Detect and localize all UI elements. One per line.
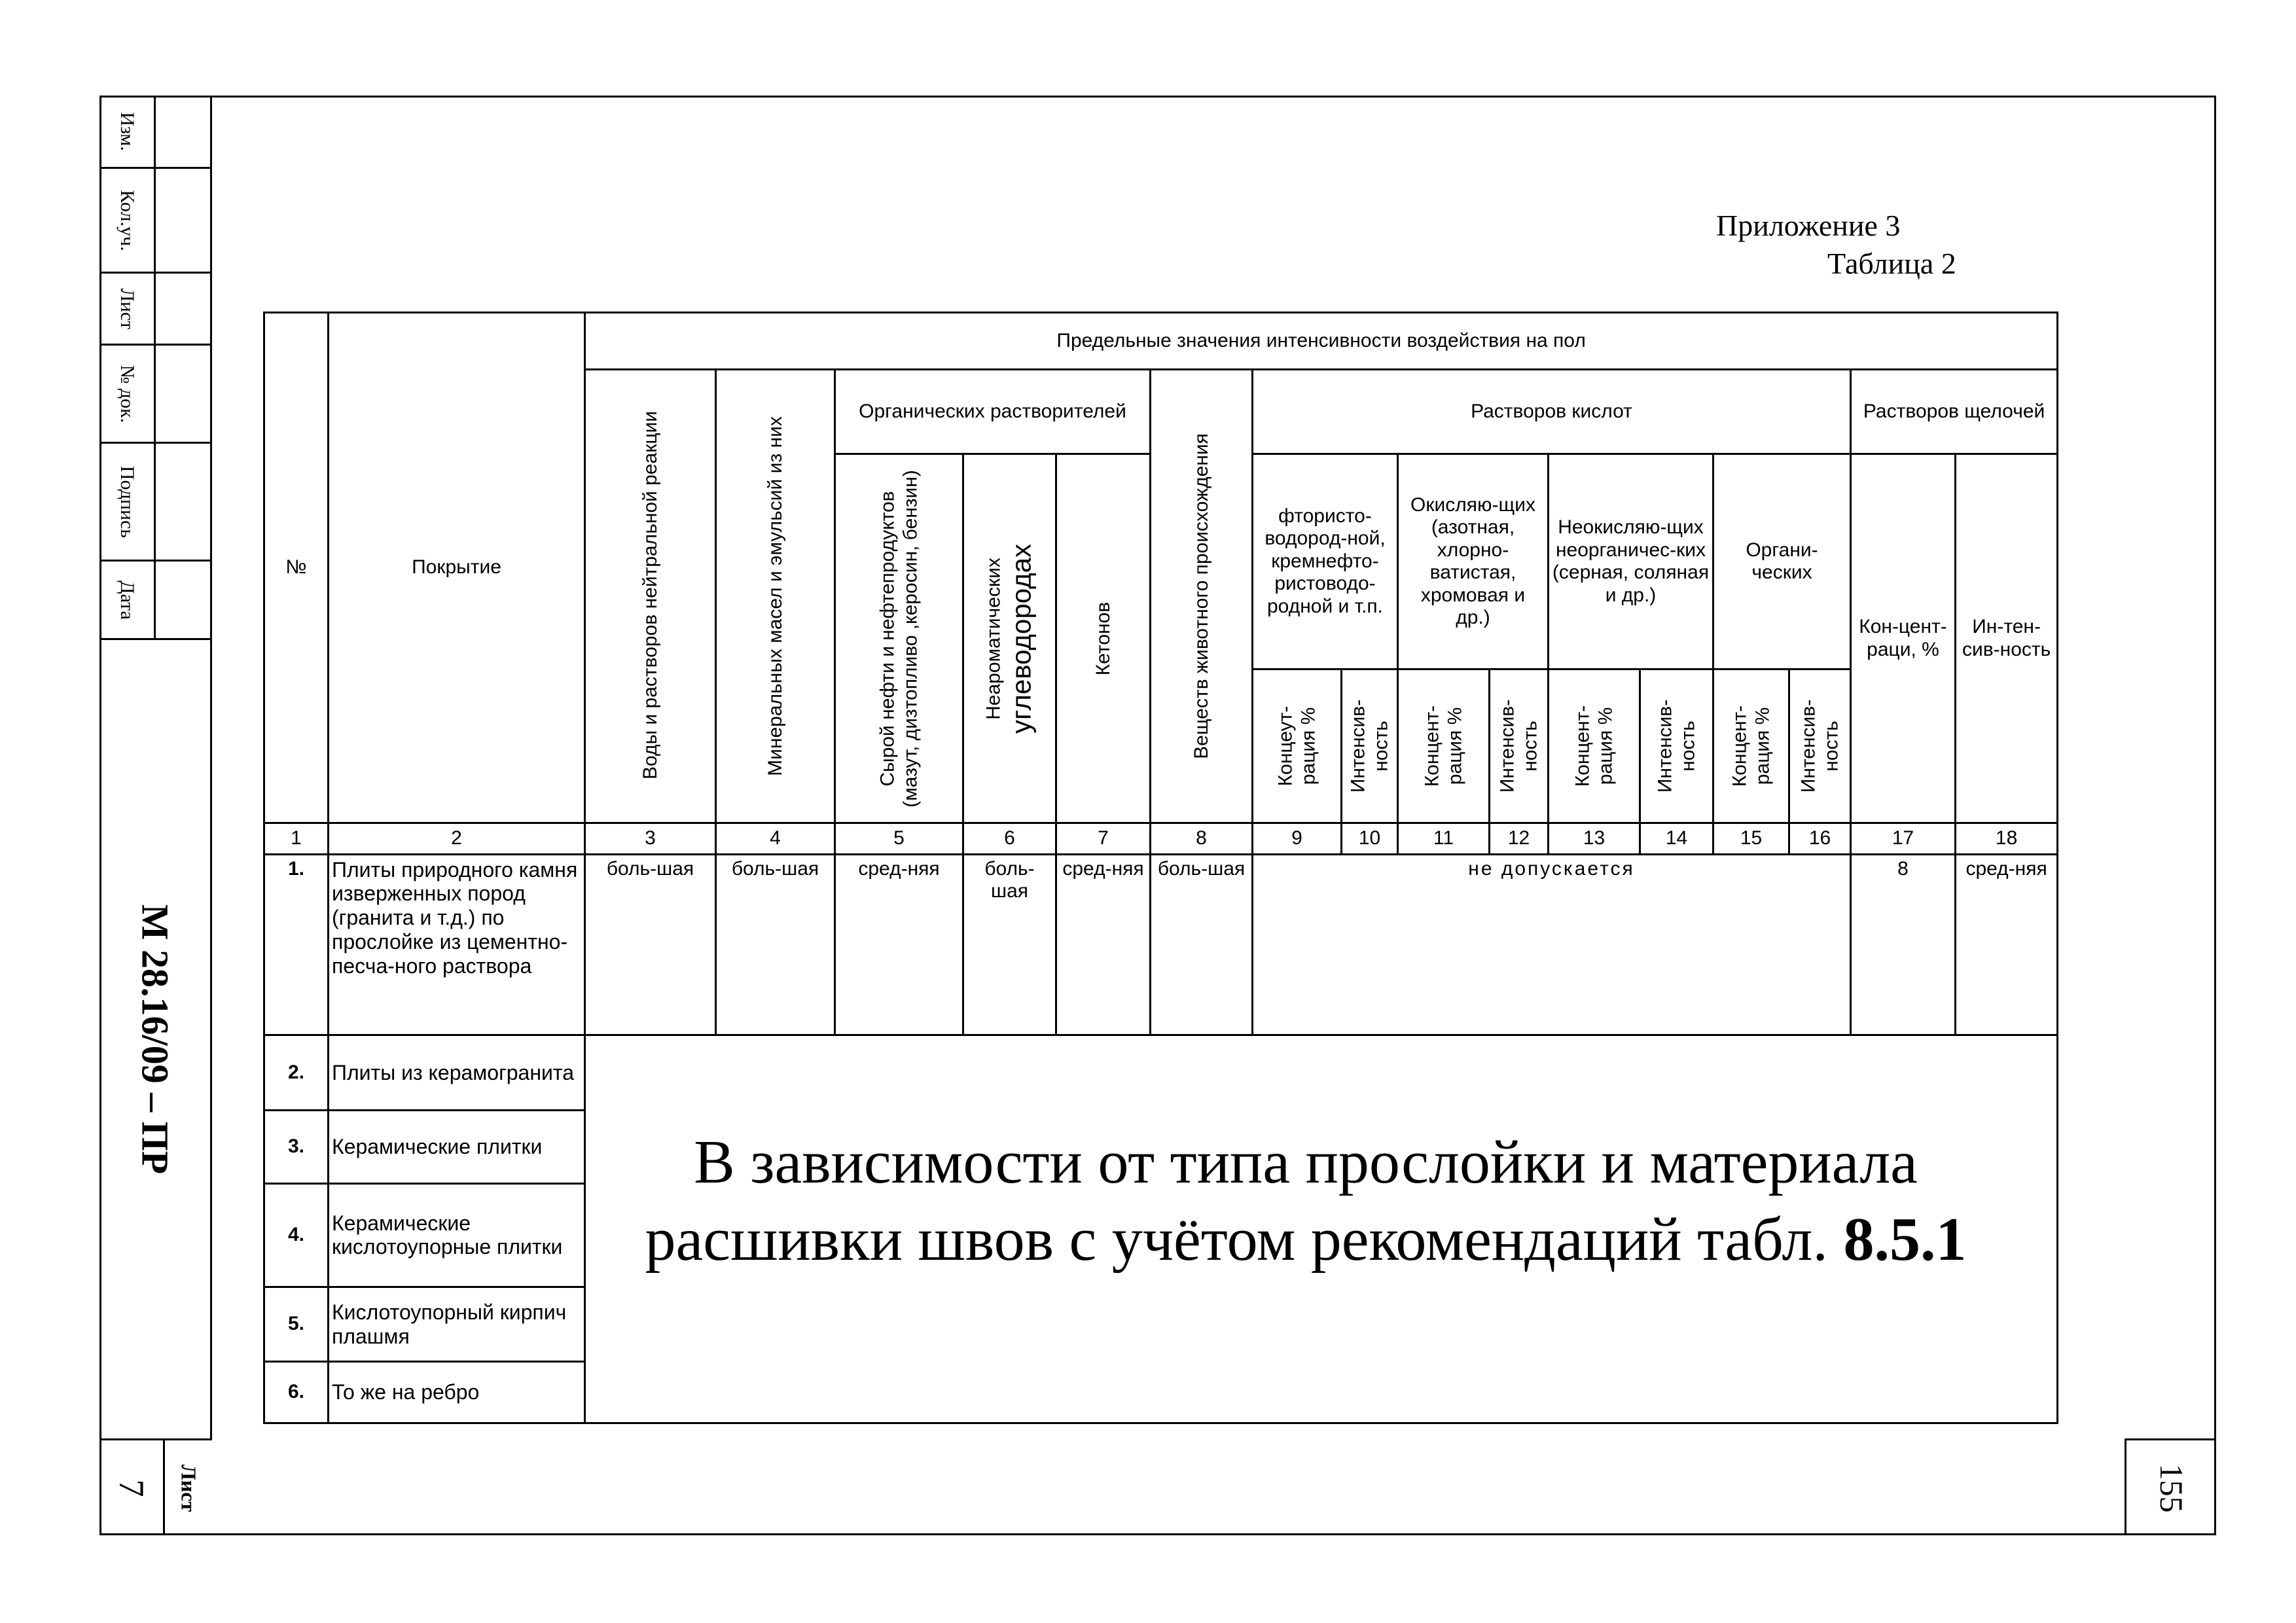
header-alkali-int: Ин-тен-сив-ность (1956, 454, 2058, 823)
header-c9: Концеут-рация % (1253, 669, 1342, 823)
header-nonaromatic: Неароматических углеводородах (963, 454, 1056, 823)
header-organic-acids: Органи-ческих (1713, 454, 1851, 669)
header-c14: Интенсив-ность (1640, 669, 1713, 823)
header-c12: Интенсив-ность (1490, 669, 1549, 823)
header-water: Воды и растворов нейтральной реакции (585, 370, 716, 823)
table-title: Таблица 2 (1827, 247, 1956, 280)
sheet-number: 7 (111, 1479, 151, 1497)
header-no: № (264, 313, 329, 823)
page-number: 155 (2153, 1463, 2190, 1512)
header-alkali: Растворов щелочей (1851, 370, 2058, 454)
header-organic-solvents: Органических растворителей (835, 370, 1151, 454)
table-row: 3. Керамические плитки (264, 1110, 2058, 1183)
header-nonoxidizing: Неокисляю-щих неорганичес-ких (серная, соляная и др.) (1549, 454, 1713, 669)
header-mineral: Минеральных масел и эмульсий из них (716, 370, 835, 823)
header-crude: Сырой нефти и нефтепродуктов (мазут, дизтопливо ,керосин, бензин) (835, 454, 963, 823)
header-c10: Интенсив-ность (1342, 669, 1398, 823)
header-acids: Растворов кислот (1253, 370, 1851, 454)
stamp-cell-sign: Подпись (99, 444, 154, 562)
header-group-title: Предельные значения интенсивности воздействия на пол (585, 313, 2058, 370)
table-row: 4. Керамические кислотоупорные плитки (264, 1183, 2058, 1287)
revision-stamp (99, 96, 212, 640)
stamp-cell-list: Лист (99, 274, 154, 346)
header-oxidizing: Окисляю-щих (азотная, хлорно-ватистая, хромовая и др.) (1398, 454, 1549, 669)
table-row: 2. Плиты из керамогранита (264, 1035, 2058, 1110)
stamp-cell-date: Дата (116, 580, 138, 620)
header-c13: Концент-рация % (1549, 669, 1640, 823)
table-row: 6. То же на ребро (264, 1362, 2058, 1423)
header-alkali-conc: Кон-цент-раци, % (1851, 454, 1956, 823)
table-row: 1. Плиты природного камня изверженных пород (гранита и т.д.) по прослойке из цементно-песча-ного раствора боль-шая боль-шая сред-няя боль-шая сред-няя боль-шая не допускается 8 сред-няя (264, 854, 2058, 1035)
header-c11: Концент-рация % (1398, 669, 1490, 823)
stamp-cell-doc: № док. (99, 346, 154, 444)
sheet-label: Лист (177, 1464, 201, 1512)
header-c16: Интенсив-ность (1789, 669, 1851, 823)
header-c15: Концент-рация % (1713, 669, 1789, 823)
note-text: В зависимости от типа прослойки и материала расшивки швов с учётом рекомендаций табл. 8.5.1 (645, 1128, 1967, 1274)
appendix-title: Приложение 3 (1716, 209, 1901, 242)
table-row: 5. Кислотоупорный кирпич плашмя (264, 1287, 2058, 1362)
document-code: М 28.16/09 – ПР (99, 640, 212, 1438)
header-hf: фтористо-водород-ной, кремнефто-ристоводо-родной и т.п. (1253, 454, 1398, 669)
column-number-row: 1 2 3 4 5 6 7 8 9 10 11 12 13 14 15 16 17 18 (264, 823, 2058, 854)
stamp-cell-izm: Изм. (99, 96, 154, 169)
header-ketones: Кетонов (1056, 454, 1151, 823)
header-cover: Покрытие (329, 313, 585, 823)
sheet-box (99, 1438, 212, 1535)
page-number-box (2125, 1438, 2216, 1535)
header-animal: Веществ животного происхождения (1151, 370, 1253, 823)
stamp-cell-kol: Кол.уч. (99, 169, 154, 274)
